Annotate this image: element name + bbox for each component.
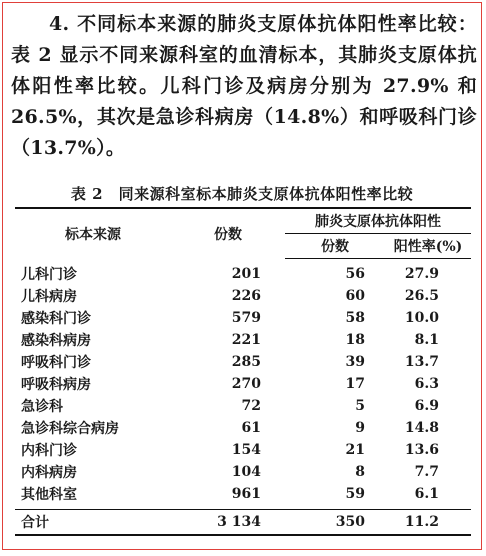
cell-rate: 26.5 (404, 288, 439, 304)
cell-count: 961 (231, 486, 261, 502)
cell-rate: 6.9 (414, 398, 439, 414)
cell-rate: 6.3 (414, 376, 439, 392)
cell-count: 61 (241, 420, 261, 436)
cell-positive: 60 (345, 288, 365, 304)
cell-rate: 6.1 (414, 486, 439, 502)
cell-rate: 27.9 (404, 266, 439, 282)
cell-positive: 59 (345, 486, 365, 502)
cell-positive: 9 (355, 420, 365, 436)
cell-rate: 10.0 (404, 310, 439, 326)
cell-source: 呼吸科病房 (21, 377, 91, 393)
table-row (15, 307, 471, 329)
cell-rate: 8.1 (414, 332, 439, 348)
cell-source: 急诊科 (21, 399, 63, 415)
cell-positive: 39 (345, 354, 365, 370)
cell-positive: 58 (345, 310, 365, 326)
document-page (2, 2, 482, 550)
cell-rate: 11.2 (385, 510, 471, 536)
cell-source: 内科门诊 (21, 443, 77, 459)
cell-positive: 18 (345, 332, 365, 348)
table-row-total (15, 510, 471, 536)
table-row (15, 395, 471, 417)
positivity-table (15, 207, 471, 536)
cell-count: 154 (231, 442, 261, 458)
cell-count: 3 134 (171, 510, 285, 536)
table-row (15, 373, 471, 395)
cell-source: 合计 (15, 510, 171, 536)
table-row (15, 461, 471, 483)
cell-source: 感染科门诊 (21, 311, 91, 327)
cell-rate: 14.8 (404, 420, 439, 436)
table-row (15, 329, 471, 351)
cell-count: 221 (231, 332, 261, 348)
cell-count: 72 (241, 398, 261, 414)
cell-count: 201 (231, 265, 261, 282)
cell-count: 270 (231, 376, 261, 392)
cell-count: 226 (231, 288, 261, 304)
header-positive-rate: 阳性率(%) (385, 234, 471, 259)
cell-source: 儿科门诊 (21, 266, 77, 283)
header-source: 标本来源 (15, 208, 171, 259)
table-row (15, 439, 471, 461)
cell-source: 内科病房 (21, 465, 77, 481)
cell-source: 儿科病房 (21, 289, 77, 305)
table-body (15, 259, 471, 536)
cell-positive: 350 (285, 510, 385, 536)
header-positive-count: 份数 (285, 234, 385, 259)
cell-source: 急诊科综合病房 (21, 421, 119, 437)
cell-positive: 5 (355, 398, 365, 414)
table-row (15, 259, 471, 286)
table-row (15, 483, 471, 510)
cell-source: 其他科室 (21, 487, 77, 503)
cell-count: 579 (231, 310, 261, 326)
body-paragraph: 4. 不同标本来源的肺炎支原体抗体阳性率比较：表 2 显示不同来源科室的血清标本，其肺炎支原体抗体阳性率比较。儿科门诊及病房分别为 27.9% 和 26.5%，其次是急诊科病房（14.8%）和呼吸科门诊（13.7%）。 (11, 13, 477, 159)
cell-count: 285 (231, 354, 261, 370)
header-positive-group: 肺炎支原体抗体阳性 (285, 208, 471, 234)
header-count: 份数 (171, 208, 285, 259)
cell-positive: 17 (345, 376, 365, 392)
cell-source: 呼吸科门诊 (21, 355, 91, 371)
table-row (15, 417, 471, 439)
table-row (15, 285, 471, 307)
cell-rate: 13.6 (404, 442, 439, 458)
cell-rate: 13.7 (404, 354, 439, 370)
cell-source: 感染科病房 (21, 333, 91, 349)
cell-positive: 56 (345, 266, 365, 282)
cell-positive: 21 (345, 442, 365, 458)
table-row (15, 351, 471, 373)
cell-count: 104 (231, 464, 261, 480)
cell-positive: 8 (355, 464, 365, 480)
table-caption: 表 2 同来源科室标本肺炎支原体抗体阳性率比较 (70, 185, 414, 203)
cell-rate: 7.7 (414, 464, 439, 480)
